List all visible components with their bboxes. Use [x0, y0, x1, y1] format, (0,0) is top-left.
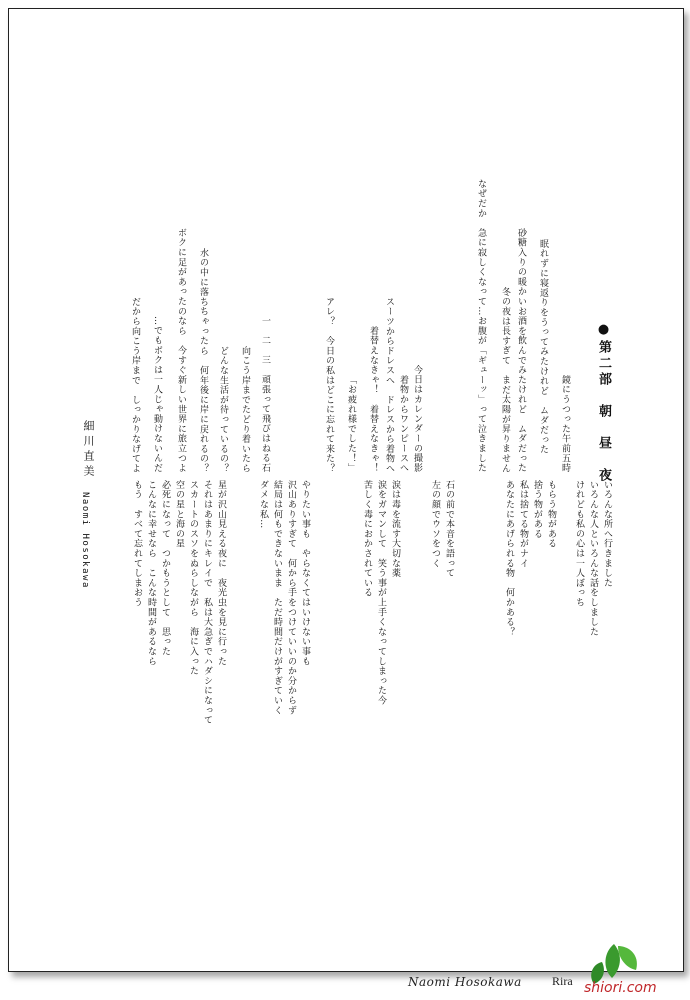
poem-line: 一 二 三 頑張って飛びはねる石 — [260, 316, 270, 473]
poem-line: 空の星と海の星 — [174, 480, 184, 549]
poem-line: なぜだか 急に寂しくなって…お腹が「ギューッ」って泣きました — [476, 179, 486, 473]
poem-line: 結局は何もできないまま ただ時間だけがすぎていく — [272, 480, 282, 716]
footer-signature: Naomi Hosokawa — [408, 975, 522, 989]
site-logo — [574, 938, 686, 998]
poem-line: スーツからドレスへ ドレスから着物へ — [384, 296, 394, 473]
poem-line: やりたい事も やらなくてはいけない事も — [300, 480, 310, 667]
poem-line: 涙をガマンして 笑う事が上手くなってしまった今 — [376, 480, 386, 706]
poem-line: 眠れずに寝返りをうってみたけれど ムダだった — [538, 239, 548, 455]
poem-line: いろんな所へ行きました — [602, 480, 612, 588]
poem-line: 着物からワンピースへ — [398, 375, 408, 473]
poem-line: 着替えなきゃ！ 着替えなきゃ！ — [368, 326, 378, 473]
poem-line: だから向こう岸まで しっかりなげてよ — [130, 296, 140, 473]
poem-line: こんなに幸せなら こんな時間があるなら — [146, 480, 156, 667]
poem-line: 涙は毒を流す大切な薬 — [390, 480, 400, 578]
poem-line: 私は捨てる物がナイ — [518, 480, 528, 569]
poem-line: 砂糖入りの暖かいお酒を飲んでみたけれど ムダだった — [516, 228, 526, 473]
poem-line: 「お疲れ様でした！」 — [346, 375, 356, 473]
footer-brand: Rira — [552, 974, 573, 988]
poem-line: スカートのスソをぬらしながら 海に入った — [188, 480, 198, 676]
poem-line: 必死になって つかもうとして 思った — [160, 480, 170, 657]
poem-line: アレ？ 今日の私はどこに忘れて来た？ — [324, 296, 334, 473]
poem-line: ダメな私… — [258, 480, 268, 529]
poem-line: ボクに足があったのなら 今すぐ新しい世界に旅立つよ — [176, 228, 186, 473]
poem-line: 水の中に落ちちゃったら 何年後に岸に戻れるの？ — [198, 247, 208, 473]
logo-text: shiori.com — [584, 980, 657, 996]
poem-line: 沢山ありすぎて 何から手をつけていいのか分からず — [286, 480, 296, 716]
poem-line: 捨う物がある — [532, 480, 542, 539]
poem-line: 鏡にうつった午前五時 — [560, 375, 570, 473]
poem-line: もう すべて忘れてしまおう — [132, 480, 142, 608]
author-name-en: Naomi Hosokawa — [80, 492, 90, 589]
poem-line: あなたにあげられる物 何かある？ — [504, 480, 514, 637]
poem-line: けれども私の心は一人ぼっち — [574, 480, 584, 608]
poem-line: 石の前で本音を語って — [444, 480, 454, 578]
poem-line: いろんな人といろんな話をしました — [588, 480, 598, 637]
poem-line: 星が沢山見える夜に 夜光虫を見に行った — [216, 480, 226, 667]
poem-line: …でもボクは一人じゃ動けないんだ — [152, 316, 162, 473]
poem-line: 冬の夜は長すぎて まだ太陽が昇りません — [500, 286, 510, 473]
author-name-jp: 細川直美 — [82, 420, 95, 480]
poem-line: 苦しく毒におかされている — [362, 480, 372, 598]
poem-line: もらう物がある — [546, 480, 556, 549]
poem-line: 向こう岸までたどり着いたら — [240, 345, 250, 473]
poem-line: 今日はカレンダーの撮影 — [412, 365, 422, 473]
poem-line: それはあまりにキレイで 私は大急ぎでハダシになって — [202, 480, 212, 725]
section-heading: ●第二部 朝 昼 夜 — [596, 322, 611, 484]
poem-line: 左の顔でウソをつく — [430, 480, 440, 569]
poem-line: どんな生活が待っているの？ — [218, 345, 228, 473]
